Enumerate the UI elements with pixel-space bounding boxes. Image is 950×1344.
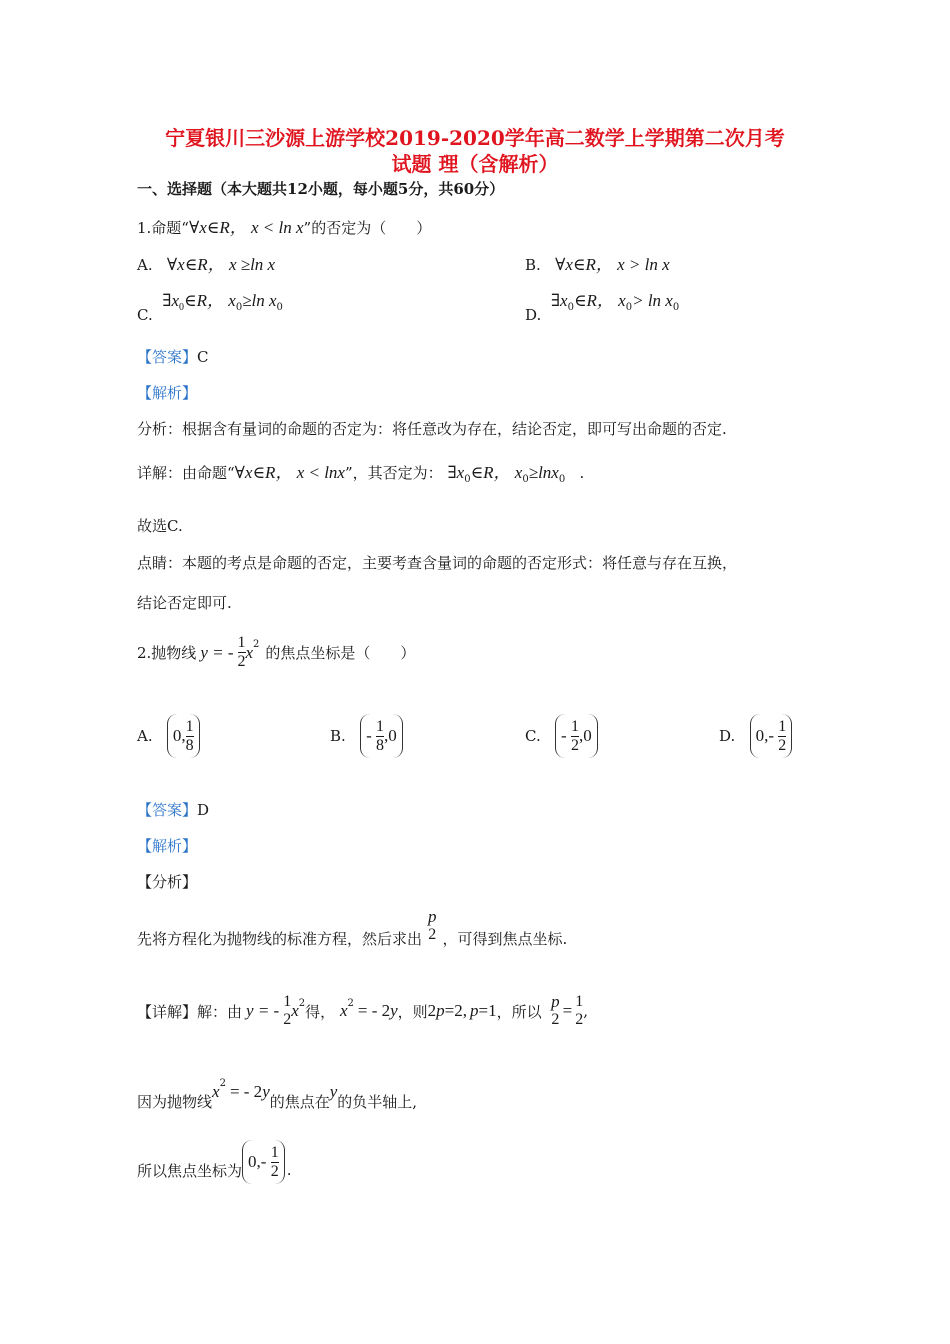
frac-num: 1 [575,993,584,1010]
q2-detail-fraction2 [551,993,560,1029]
q1-option-b-label: B. [525,256,541,274]
val-zero: 0 [583,726,592,745]
q2-detail-yvar: y [390,1001,398,1020]
q1-option-c-sub: 0 [179,302,185,313]
val-comma: , [256,1152,261,1171]
q2-stem-text-b: 的焦点坐标是（ ） [265,644,416,662]
frac-num: 1 [778,717,787,735]
q1-analysis: 分析：根据含有量词的命题的否定为：将任意改为存在，结论否定，即可写出命题的否定. [137,420,727,438]
q2-detail [137,993,588,1029]
q2-option-d [719,714,792,758]
frac-num: p [551,992,560,1011]
q1-option-c-math-c: ≥ln x [242,291,277,310]
q2-detail-tag: 【详解】 [137,1002,198,1021]
q1-option-b [525,250,670,275]
val-frac [376,718,384,755]
q1-detail-math2-b: ∈R， x [470,463,523,482]
q2-option-c [525,714,598,758]
frac-den: 8 [376,736,385,754]
q2-stem-text-a: 2.抛物线 [137,644,197,662]
q1-detail-math2-a: ∃x [447,463,465,482]
q2-detail-text-d: ，所以 [496,1002,542,1021]
frac-den: 8 [185,736,194,754]
q2-detail-x2: x [339,1001,348,1020]
q1-answer-value: C [197,348,209,366]
q2-option-a-value [167,714,200,758]
q2-detail-p2: p [470,1001,479,1020]
q1-detail-sub: 0 [464,474,471,485]
frac-den: 2 [428,926,437,943]
frac-den: 2 [283,1011,292,1028]
q2-line3-end: . [286,1161,292,1179]
frac-num: 1 [237,634,246,651]
val-comma: , [384,726,389,745]
val-frac [271,1144,279,1181]
q2-fenxi-tag: 【分析】 [137,873,198,891]
q1-option-a-math: ∀x∈R， x ≥ln x [166,255,276,274]
q1-stem-text-b: ”的否定为（ ） [303,219,432,237]
val-frac [571,718,579,755]
q1-detail [137,458,584,485]
frac-num: 1 [283,993,292,1010]
q1-option-d-label: D. [525,306,542,324]
val-minus: - [561,726,567,745]
val-comma: , [181,726,186,745]
frac-den: 2 [575,1011,584,1028]
q1-option-c-sub2: 0 [235,302,243,313]
frac-den: 2 [570,736,579,754]
q1-option-d-sub3: 0 [672,302,680,313]
q2-line2-eq: = - 2 [229,1081,263,1101]
q2-detail-eq: = - 2 [357,1001,391,1020]
val-minus: - [260,1152,267,1171]
val-comma: , [764,726,769,745]
q2-stem-fraction [238,634,246,671]
q1-analysis-tag: 【解析】 [137,384,198,402]
frac-den: 2 [270,1162,279,1180]
q2-line2-sq: 2 [219,1078,226,1089]
q1-option-b-math: ∀x∈R， x > ln x [555,255,670,274]
q2-detail-eq2-a: 2 [427,1001,437,1020]
q1-option-d-math-c: > ln x [632,291,673,310]
q2-option-c-value [555,714,598,758]
q1-detail-math2-c: ≥lnx [528,463,559,482]
q1-stem-math: ∀x∈R， x < ln x [188,218,304,237]
q1-comment-line1: 点睛：本题的考点是命题的否定，主要考查含量词的命题的否定形式：将任意与存在互换， [137,554,738,572]
q2-line3-text: 所以焦点坐标为 [137,1161,243,1180]
q2-answer-tag: 【答案】 [137,801,198,819]
q2-detail-sq: 2 [298,997,306,1009]
q2-option-b [330,714,403,758]
q2-detail-p: p [436,1001,445,1020]
q2-detail-sq2: 2 [347,997,354,1009]
q2-stem-y: y = - [200,642,234,662]
q1-option-d-sub: 0 [567,302,574,313]
q2-detail-eq2-c: =1 [478,1001,497,1020]
q2-answer-value: D [197,801,210,819]
q2-line2-x: x [212,1081,220,1101]
q1-detail-sub3: 0 [558,474,566,485]
frac-den: 2 [778,736,787,754]
q1-comment-line2: 结论否定即可. [137,594,232,612]
q1-option-d-sub2: 0 [625,302,633,313]
q1-choose: 故选C. [137,517,183,535]
q2-option-c-label: C. [525,727,541,745]
q2-detail-text-b: 得， [305,1002,336,1021]
q1-option-c-sub3: 0 [276,302,283,313]
q2-analysis-tag: 【解析】 [137,837,198,855]
section-header: 一、选择题（本大题共12小题，每小题5分，共60分） [137,180,505,198]
q1-detail-text-a: 详解：由命题“ [137,464,235,482]
val-zero: 0 [755,726,765,745]
q2-option-d-label: D. [719,727,736,745]
frac-den: 2 [551,1011,560,1028]
q1-option-a-label: A. [137,256,153,274]
q2-option-b-value [360,714,403,758]
q1-detail-sub2: 0 [522,474,529,485]
q2-stem-sq: 2 [253,639,260,650]
q2-line3 [137,1140,291,1184]
val-zero: 0 [172,726,182,745]
q1-option-d-math-a: ∃x [550,291,568,310]
val-zero: 0 [388,726,397,745]
q2-fenxi-fraction [428,908,437,944]
frac-den: 2 [237,653,246,670]
val-minus: - [366,726,372,745]
val-frac [186,718,194,755]
val-comma: , [578,726,584,745]
q1-detail-text-b: ”，其否定为： [344,464,443,482]
frac-num: 1 [270,1143,279,1161]
q1-option-c-math-a: ∃x [162,291,180,310]
document-title-line2: 试题 理（含解析） [391,152,559,176]
q1-answer-tag: 【答案】 [137,348,198,366]
q1-detail-math: ∀x∈R， x < lnx [234,463,345,482]
q2-answer [137,799,209,820]
q2-option-b-label: B. [330,727,346,745]
q2-fenxi [137,907,568,948]
val-zero: 0 [248,1152,257,1171]
q1-option-c-label: C. [137,306,153,324]
q2-fenxi-text-a: 先将方程化为抛物线的标准方程，然后求出 [137,929,423,948]
q1-option-d [525,286,680,324]
q2-stem [137,634,415,671]
val-frac [778,718,786,755]
q2-line2-y: y [262,1081,270,1101]
q2-line2-y2: y [329,1081,338,1101]
q2-option-a-label: A. [137,727,153,745]
q2-stem-x: x [245,642,254,662]
val-minus: - [768,726,774,745]
q2-line2 [137,1078,418,1111]
q2-line3-value [242,1140,285,1184]
q1-answer [137,346,209,367]
q1-option-a [137,250,275,275]
frac-num: 1 [570,717,579,735]
document-title-line1: 宁夏银川三沙源上游学校2019-2020学年高二数学上学期第二次月考 [165,126,785,150]
q2-detail-end: , [583,1002,589,1020]
q1-option-c-math-b: ∈R， x [184,291,236,310]
q1-stem-text-a: 1.命题“ [137,219,189,237]
q2-detail-x: x [291,1001,299,1020]
q2-fenxi-text-b: ，可得到焦点坐标. [442,929,568,948]
q1-stem [137,213,431,238]
q2-line2-text-a: 因为抛物线 [137,1093,213,1111]
q2-detail-text-c: ，则 [397,1002,428,1021]
q1-detail-end: . [579,464,585,482]
q2-option-a [137,714,200,758]
q2-option-d-value [750,714,793,758]
q2-line2-text-c: 的负半轴上, [337,1093,418,1111]
q2-line2-text-b: 的焦点在 [269,1093,330,1111]
q2-detail-fraction3 [575,993,583,1029]
q2-detail-eq3: = [562,1001,573,1020]
q1-option-c [137,286,283,324]
q2-detail-y: y = - [246,1001,280,1020]
q2-detail-eq2-b: =2, [444,1001,468,1020]
frac-num: 1 [376,717,385,735]
frac-num: p [428,907,437,926]
q2-detail-text-a: 解：由 [197,1002,243,1021]
q1-option-d-math-b: ∈R， x [573,291,626,310]
frac-num: 1 [185,717,194,735]
